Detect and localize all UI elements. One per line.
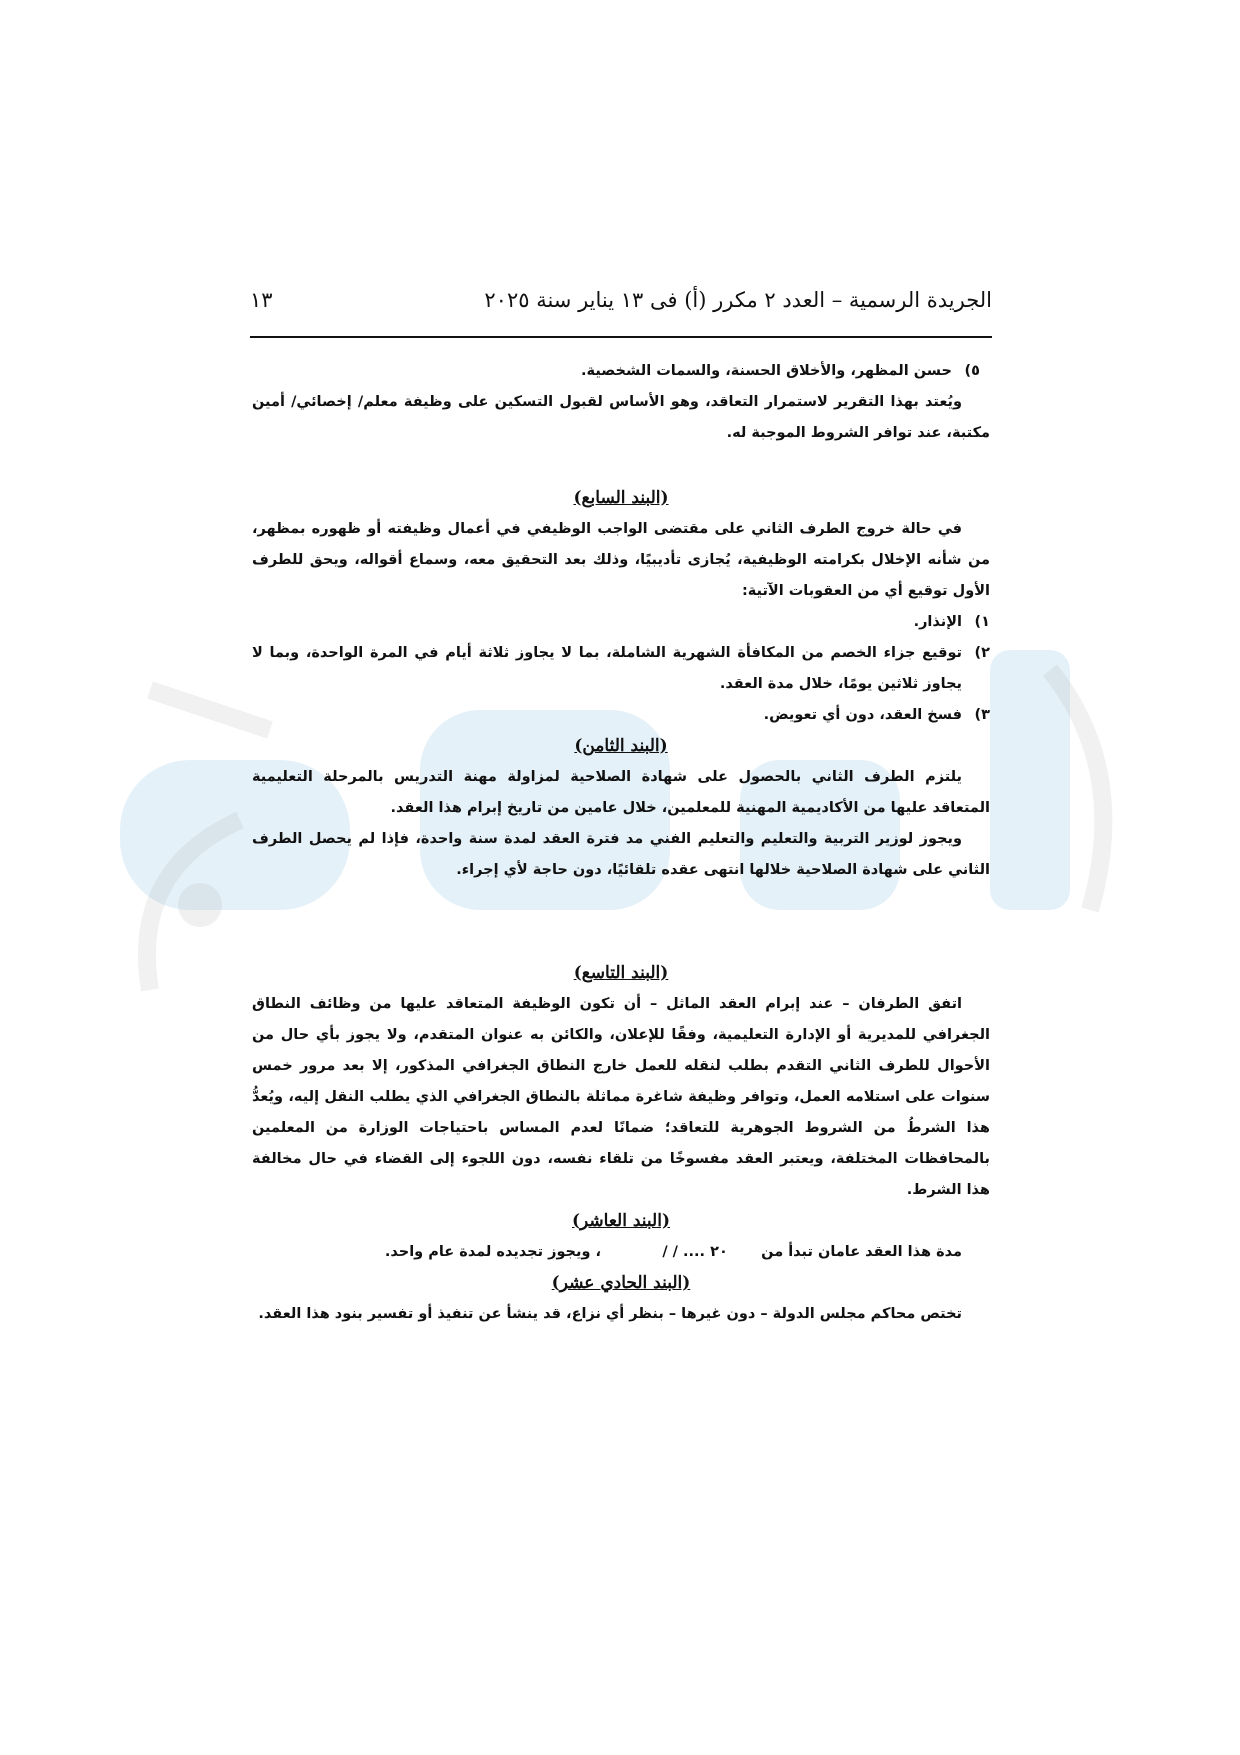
- list-item-5: [252, 356, 990, 387]
- date-blank: / / .... ٢٠: [662, 1244, 728, 1260]
- clause-9-heading: (البند التاسع): [573, 963, 669, 983]
- header-divider: [250, 336, 992, 338]
- clause-7-paragraph: في حالة خروج الطرف الثاني على مقتضى الواجب الوظيفي في أعمال وظيفته أو ظهوره بمظهر، من شأنه الإخلال بكرامته الوظيفية، يُجازى تأديبيًا، وذلك بعد التحقيق معه، وسماع أقواله، ويحق للطرف الأول توقيع أي من العقوبات الآتية:: [252, 521, 990, 599]
- item-number: ٣): [974, 707, 990, 723]
- item-number: ٢): [974, 645, 990, 661]
- item-text: فسخ العقد، دون أي تعويض.: [763, 707, 962, 723]
- intro-paragraph: ويُعتد بهذا التقرير لاستمرار التعاقد، وهو الأساس لقبول التسكين على وظيفة معلم/ إخصائي/ أمين مكتبة، عند توافر الشروط الموجبة له.: [252, 394, 990, 441]
- item-number: ١): [974, 614, 990, 630]
- clause-7-heading: (البند السابع): [573, 488, 669, 508]
- list-item: [252, 638, 990, 700]
- clause-8-paragraph-1: يلتزم الطرف الثاني بالحصول على شهادة الصلاحية لمزاولة مهنة التدريس بالمرحلة التعليمية المتعاقد عليها من الأكاديمية المهنية للمعلمين، خلال عامين من تاريخ إبرام هذا العقد.: [252, 769, 990, 816]
- clause-8-heading: (البند الثامن): [574, 736, 668, 756]
- clause-11-paragraph: تختص محاكم مجلس الدولة – دون غيرها – بنظر أي نزاع، قد ينشأ عن تنفيذ أو تفسير بنود هذا العقد.: [258, 1306, 962, 1322]
- clause-10-text-end: ، ويجوز تجديده لمدة عام واحد.: [384, 1244, 602, 1260]
- page-number: ١٣: [250, 288, 273, 312]
- clause-8-paragraph-2: ويجوز لوزير التربية والتعليم والتعليم الفني مد فترة العقد لمدة سنة واحدة، فإذا لم يحصل الطرف الثاني على شهادة الصلاحية خلالها انتهى عقده تلقائيًا، دون حاجة لأي إجراء.: [252, 831, 990, 878]
- item-number: ٥): [964, 363, 980, 379]
- clause-9-paragraph: اتفق الطرفان – عند إبرام العقد الماثل – أن تكون الوظيفة المتعاقد عليها من وظائف النطاق الجغرافي للمديرية أو الإدارة التعليمية، وفقًا للإعلان، والكائن به عنوان المتقدم، ولا يجوز بأي حال من الأحوال للطرف الثاني التقدم بطلب لنقله للعمل خارج النطاق الجغرافي المذكور، إلا بعد مرور خمس سنوات على استلامه العمل، وتوافر وظيفة شاغرة مماثلة بالنطاق الجغرافي الذي يطلب النقل إليه، ويُعدُّ هذا الشرطُ من الشروط الجوهرية للتعاقد؛ ضمانًا لعدم المساس باحتياجات الوزارة من المعلمين بالمحافظات المختلفة، ويعتبر العقد مفسوخًا من تلقاء نفسه، دون اللجوء إلى القضاء في حال مخالفة هذا الشرط.: [252, 996, 990, 1198]
- clause-10-paragraph: [252, 1237, 990, 1268]
- page-header: [250, 288, 992, 328]
- item-text: حسن المظهر، والأخلاق الحسنة، والسمات الشخصية.: [581, 363, 952, 379]
- gazette-title: الجريدة الرسمية – العدد ٢ مكرر (أ) فى ١٣ يناير سنة ٢٠٢٥: [484, 288, 992, 312]
- list-item: [252, 607, 990, 638]
- clause-10-heading: (البند العاشر): [572, 1211, 670, 1231]
- clause-10-text-start: مدة هذا العقد عامان تبدأ من: [761, 1244, 962, 1260]
- list-item: [252, 700, 990, 731]
- clause-11-heading: (البند الحادي عشر): [551, 1273, 691, 1293]
- item-text: الإنذار.: [913, 614, 962, 630]
- item-text: توقيع جزاء الخصم من المكافأة الشهرية الشاملة، بما لا يجاوز ثلاثة أيام في المرة الواحدة، وبما لا يجاوز ثلاثين يومًا، خلال مدة العقد.: [252, 645, 962, 692]
- document-body: [252, 356, 990, 1330]
